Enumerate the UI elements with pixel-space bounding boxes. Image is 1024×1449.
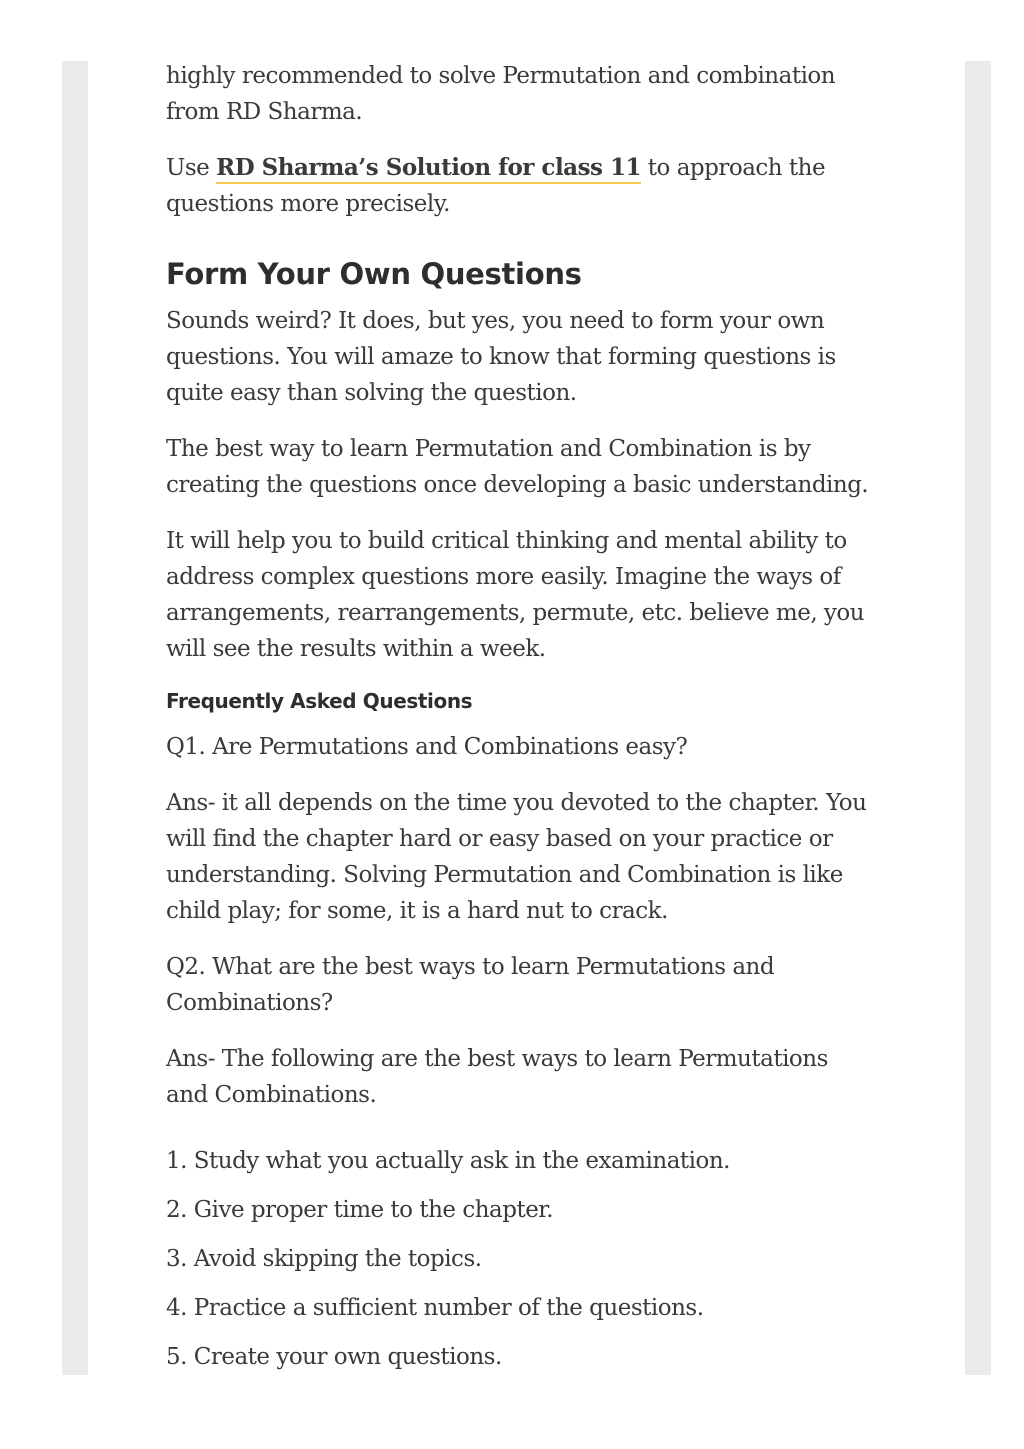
use-prefix: Use	[166, 155, 217, 181]
faq-question: Q2. What are the best ways to learn Permutations and Combinations?	[166, 954, 775, 1016]
faq-answer: Ans- The following are the best ways to learn Permutations and Combinations.	[166, 1046, 828, 1108]
body-paragraph: The best way to learn Permutation and Combination is by creating the questions once developing a basic understanding.	[166, 436, 869, 498]
use-suffix: to approach the questions more precisely.	[166, 155, 826, 217]
list-item: 3. Avoid skipping the topics.	[166, 1246, 482, 1272]
body-paragraph: Sounds weird? It does, but yes, you need to form your own questions. You will amaze to know that forming questions is quite easy than solving the question.	[166, 308, 836, 406]
section-heading: Form Your Own Questions	[166, 257, 582, 291]
intro-paragraph: highly recommended to solve Permutation and combination from RD Sharma.	[166, 63, 836, 125]
list-item: 5. Create your own questions.	[166, 1344, 502, 1370]
faq-heading: Frequently Asked Questions	[166, 689, 473, 713]
article-content	[166, 58, 871, 1388]
left-gutter	[62, 61, 88, 1375]
faq-question: Q1. Are Permutations and Combinations easy?	[166, 734, 688, 760]
rd-sharma-solution-link[interactable]: RD Sharma’s Solution for class 11	[216, 154, 641, 184]
list-item: 4. Practice a sufficient number of the questions.	[166, 1295, 704, 1321]
right-gutter	[965, 61, 991, 1375]
body-paragraph: It will help you to build critical thinking and mental ability to address complex questions more easily. Imagine the ways of arrangements, rearrangements, permute, etc. believe me, you will see the results within a week.	[166, 528, 865, 662]
faq-answer: Ans- it all depends on the time you devoted to the chapter. You will find the chapter hard or easy based on your practice or understanding. Solving Permutation and Combination is like child play; for some, it is a hard nut to crack.	[166, 790, 867, 924]
list-item: 1. Study what you actually ask in the examination.	[166, 1148, 730, 1174]
ways-list	[166, 1143, 871, 1375]
solution-link-paragraph	[166, 150, 871, 222]
list-item: 2. Give proper time to the chapter.	[166, 1197, 554, 1223]
